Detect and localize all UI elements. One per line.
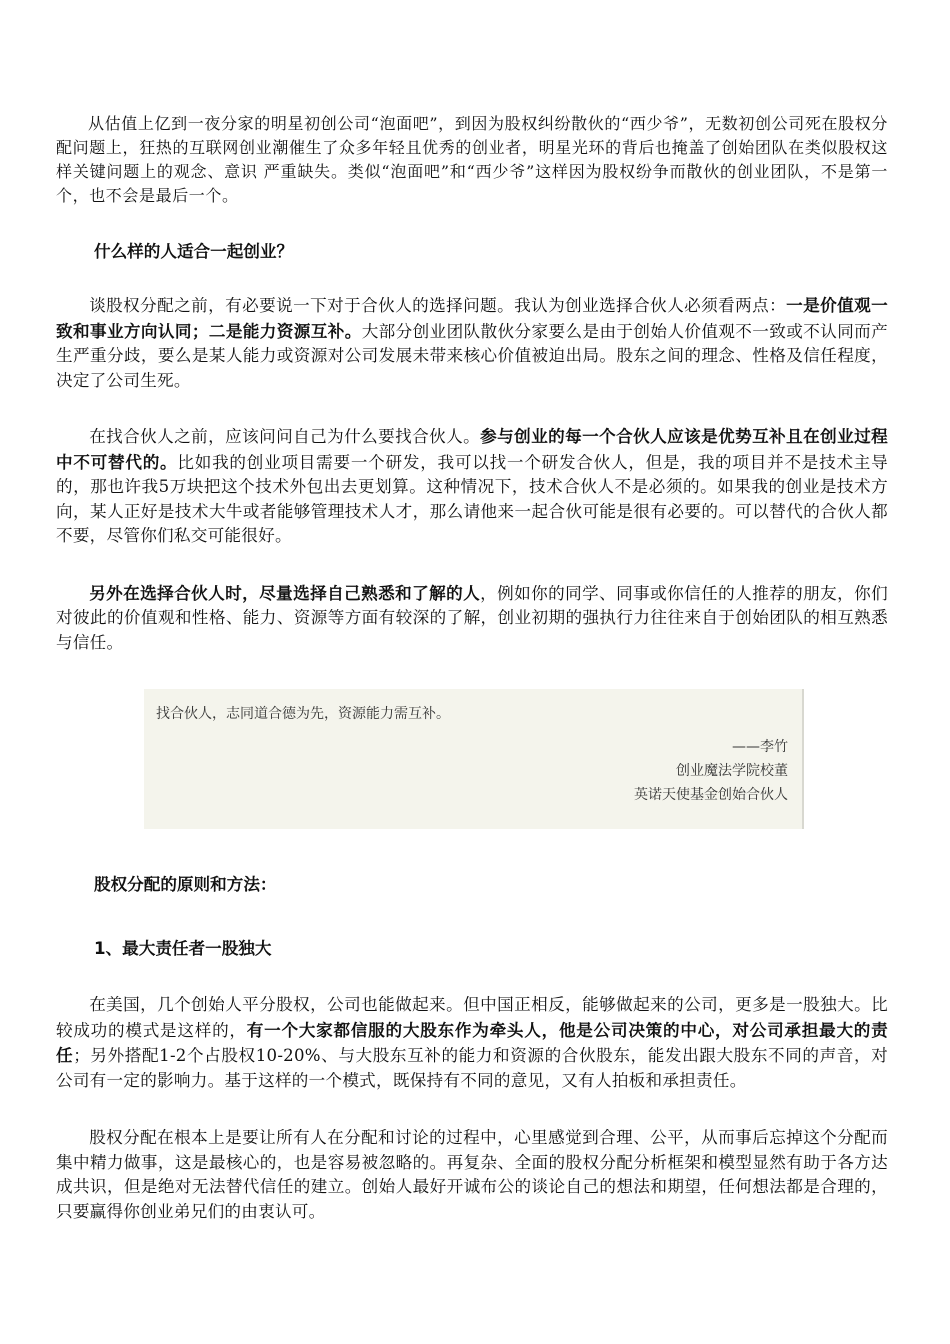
majority-shareholder-text: 在美国，几个创始人平分股权，公司也能做起来。但中国正相反，能够做起来的公司，更多是一股独大。比较成功的模式是这样的， — [56, 995, 888, 1040]
intro-paragraph — [56, 112, 888, 208]
document-page — [56, 112, 888, 1224]
majority-shareholder-text-rest: ；另外搭配1-2个占股权10-20%、与大股东互补的能力和资源的合伙股东，能发出跟大股东不同的声音，对公司有一定的影响力。基于这样的一个模式，既保持有不同的意见，又有人拍板和承担责任。 — [56, 1046, 889, 1090]
quote-box — [144, 689, 804, 829]
trust-paragraph — [56, 1126, 888, 1224]
partner-criteria-emphasis: 一是价值观一致和事业方向认同；二是能力资源互补。 — [56, 295, 889, 341]
partner-why-text: 在找合伙人之前，应该问问自己为什么要找合伙人。 — [89, 427, 481, 446]
partner-why-emphasis: 参与创业的每一个合伙人应该是优势互补且在创业过程中不可替代的。 — [56, 426, 888, 472]
quote-signature — [634, 735, 788, 807]
partner-criteria-text-rest: 大部分创业团队散伙分家要么是由于创始人价值观不一致或不认同而产生严重分歧，要么是某人能力或资源对公司发展未带来核心价值被迫出局。股东之间的理念、性格及信任程度，决定了公司生死。 — [56, 321, 889, 390]
intro-text: 从估值上亿到一夜分家的明星初创公司“泡面吧”，到因为股权纠纷散伙的“西少爷”，无数初创公司死在股权分配问题上，狂热的互联网创业潮催生了众多年轻且优秀的创业者，明星光环的背后也掩盖了创始团队在类似股权这样关键问题上的观念、意识 严重缺失。类似“泡面吧”和“西少爷”这样因为股权纷争而散伙的创业团队，不是第一个，也不会是最后一个。 — [56, 114, 888, 205]
majority-shareholder-paragraph — [56, 993, 888, 1093]
partner-familiar-emphasis: 另外在选择合伙人时，尽量选择自己熟悉和了解的人 — [89, 582, 481, 603]
subsection-heading-1: 1、最大责任者一股独大 — [94, 939, 272, 958]
partner-criteria-paragraph — [56, 293, 888, 393]
partner-why-text-rest: 比如我的创业项目需要一个研发，我可以找一个研发合伙人，但是，我的项目并不是技术主导的，那也许我5万块把这个技术外包出去更划算。这种情况下，技术合伙人不是必须的。如果我的创业是技术方向，某人正好是技术大牛或者能够管理技术人才，那么请他来一起合伙可能是很有必要的。可以替代的合伙人都不要，尽管你们私交可能很好。 — [56, 452, 888, 545]
partner-why-paragraph — [56, 424, 888, 549]
majority-shareholder-emphasis: 有一个大家都信服的大股东作为牵头人，他是公司决策的中心，对公司承担最大的责任 — [56, 1019, 888, 1065]
partner-familiar-paragraph — [56, 581, 888, 656]
partner-familiar-text: ，例如你的同学、同事或你信任的人推荐的朋友，你们对彼此的价值观和性格、能力、资源等方面有较深的了解，创业初期的强执行力往往来自于创始团队的相互熟悉与信任。 — [56, 583, 888, 652]
trust-text: 股权分配在根本上是要让所有人在分配和讨论的过程中，心里感觉到合理、公平，从而事后忘掉这个分配而集中精力做事，这是最核心的，也是容易被忽略的。再复杂、全面的股权分配分析框架和模型显然有助于各方达成共识，但是绝对无法替代信任的建立。创始人最好开诚布公的谈论自己的想法和期望，任何想法都是合理的，只要赢得你创业弟兄们的由衷认可。 — [56, 1128, 888, 1221]
partner-criteria-text: 谈股权分配之前，有必要说一下对于合伙人的选择问题。我认为创业选择合伙人必须看两点： — [89, 296, 787, 315]
quote-role-1: 创业魔法学院校董 — [676, 763, 788, 779]
quote-role-2: 英诺天使基金创始合伙人 — [634, 787, 788, 803]
section-heading-partners: 什么样的人适合一起创业？ — [94, 242, 294, 261]
quote-author: ——李竹 — [732, 739, 788, 755]
section-heading-principles: 股权分配的原则和方法： — [94, 875, 277, 894]
quote-text: 找合伙人，志同道合德为先，资源能力需互补。 — [156, 706, 450, 722]
